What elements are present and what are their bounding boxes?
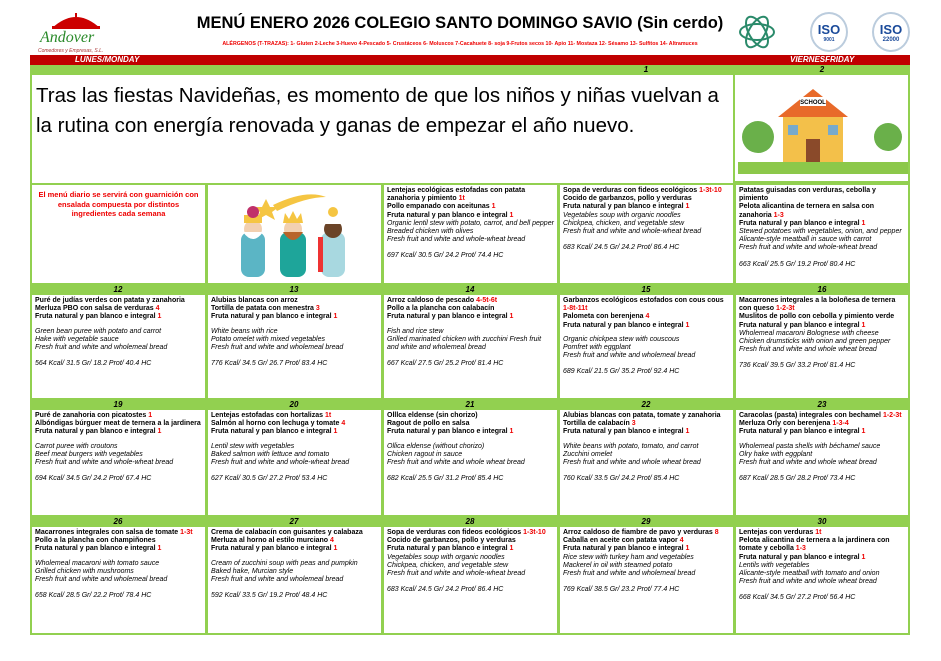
dish-translation: Chicken drumsticks with onion and green pepper xyxy=(739,338,891,346)
dish-translation: Cream of zucchini soup with peas and pumpkin xyxy=(211,559,358,567)
nutrition-info: 683 Kcal/ 24.5 Gr/ 24.2 Prot/ 86.4 HC xyxy=(563,244,680,252)
dish-line xyxy=(387,420,554,428)
iso-number: 9001 xyxy=(823,37,835,43)
dish-name: Albóndigas búrguer meat de ternera a la jardinera xyxy=(35,420,201,428)
dish-line xyxy=(563,322,730,330)
allergen-codes: 1 xyxy=(861,219,866,227)
iso-label: ISO xyxy=(817,22,841,37)
dish-name: Fruta natural y pan blanco e integral xyxy=(563,203,686,211)
dish-translation: White beans with rice xyxy=(211,327,278,335)
dish-line xyxy=(387,412,554,420)
allergen-codes: 1 xyxy=(509,545,514,553)
dish-translation: Rice stew with turkey ham and vegetables xyxy=(563,553,694,561)
dish-line xyxy=(387,428,554,436)
dish-translation: Hake with vegetable sauce xyxy=(35,335,119,343)
allergen-codes: 1 xyxy=(157,545,162,553)
allergen-codes: 1-8t-11t xyxy=(563,305,588,313)
dish-name: Fruta natural y pan blanco e integral xyxy=(563,428,686,436)
dish-translation: Carrot puree with croutons xyxy=(35,442,118,450)
dish-name: Pollo a la plancha con champiñones xyxy=(35,537,156,545)
nutrition-info: 689 Kcal/ 21.5 Gr/ 35.2 Prot/ 92.4 HC xyxy=(563,368,680,376)
allergen-codes: 4 xyxy=(155,305,160,313)
dish-line xyxy=(387,313,554,321)
dish-name: Fruta natural y pan blanco e integral xyxy=(739,428,862,436)
dish-name: Lentejas con verduras xyxy=(739,529,816,536)
allergen-codes: 1 xyxy=(333,313,338,321)
nutrition-info: 668 Kcal/ 34.5 Gr/ 27.2 Prot/ 56.4 HC xyxy=(739,594,856,602)
date-label: 14 xyxy=(465,285,475,294)
dish-translation: Fresh fruit and white and whole wheat bread xyxy=(563,459,701,467)
friday-label: VIERNESFRIDAY xyxy=(790,55,855,64)
dish-translation: Baked salmon with lettuce and tomato xyxy=(211,450,330,458)
dish-line xyxy=(35,529,202,537)
allergen-codes: 1-2-3t xyxy=(882,412,902,419)
dish-line xyxy=(563,313,730,321)
dish-translation: Green bean puree with potato and carrot xyxy=(35,327,162,335)
day-menu-cell xyxy=(734,183,910,285)
dish-name: Pollo empanado con aceitunas xyxy=(387,203,492,211)
dish-translation: Wholemeal macaroni with tomato sauce xyxy=(35,559,160,567)
dish-line xyxy=(563,428,730,436)
dish-translation: Fresh fruit and white and whole-wheat bread xyxy=(739,244,878,252)
allergen-codes: 1t xyxy=(815,529,822,536)
dish-name: Fruta natural y pan blanco e integral xyxy=(387,313,510,321)
dish-name: Crema de calabacín con guisantes y calabaza xyxy=(211,529,363,536)
day-menu-cell xyxy=(30,183,207,285)
dish-translation: Zucchini omelet xyxy=(563,450,613,458)
dish-translation: Breaded chicken with olives xyxy=(387,228,474,236)
dish-translation: Potato omelet with mixed vegetables xyxy=(211,335,326,343)
date-label: 2 xyxy=(819,65,825,74)
allergen-codes: 1 xyxy=(509,313,514,321)
dish-line xyxy=(211,313,378,321)
dish-line xyxy=(739,187,905,203)
garnish-note: El menú diario se servirá con guarnición con ensalada compuesta por distintos ingredientes cada semana xyxy=(38,190,199,218)
nutrition-info: 663 Kcal/ 25.5 Gr/ 19.2 Prot/ 80.4 HC xyxy=(739,260,856,268)
dish-translation: Ollica eldense (without chorizo) xyxy=(387,442,485,450)
date-label: 20 xyxy=(289,400,299,409)
dish-translation: Fresh fruit and white and whole-wheat bread xyxy=(387,570,526,578)
nutrition-info: 682 Kcal/ 25.5 Gr/ 31.2 Prot/ 85.4 HC xyxy=(387,475,504,483)
dish-name: Fruta natural y pan blanco e integral xyxy=(211,545,334,553)
dish-translation: Chickpea, chicken, and vegetable stew xyxy=(563,219,685,227)
dish-line xyxy=(739,529,905,537)
dish-line xyxy=(739,537,905,553)
dish-line xyxy=(35,420,202,428)
day-menu-cell xyxy=(558,527,735,635)
dish-translation: Fresh fruit and white and whole wheat bread xyxy=(739,459,877,467)
dish-line xyxy=(387,529,554,537)
allergen-codes: 1 xyxy=(685,545,690,553)
allergen-codes: 1-3 xyxy=(773,211,784,219)
dish-name: Garbanzos ecológicos estofados con cous cous xyxy=(563,297,724,304)
school-building-icon xyxy=(738,77,908,177)
dish-name: Arroz caldoso de pescado xyxy=(387,297,477,304)
dish-line xyxy=(387,297,554,305)
allergen-codes: 1 xyxy=(157,313,162,321)
day-menu-cell xyxy=(382,295,559,400)
dish-translation: Alicante-style meatball in sauce with carrot xyxy=(739,236,872,244)
dish-name: Fruta natural y pan blanco e integral xyxy=(35,313,158,321)
day-menu-cell xyxy=(30,410,207,517)
iso-label: ISO xyxy=(879,22,903,37)
dish-name: Fruta natural y pan blanco e integral xyxy=(387,428,510,436)
certification-emblem-icon xyxy=(737,12,777,52)
dish-line xyxy=(563,297,730,313)
dish-line xyxy=(739,220,905,228)
nutrition-info: 592 Kcal/ 33.5 Gr/ 19.2 Prot/ 48.4 HC xyxy=(211,592,328,600)
allergen-codes: 1-3t xyxy=(180,529,193,536)
dish-name: Patatas guisadas con verduras, cebolla y pimiento xyxy=(739,187,876,203)
date-label: 19 xyxy=(113,400,123,409)
dish-name: Merluza PBO con salsa de verduras xyxy=(35,305,156,313)
dish-name: Lentejas ecológicas estofadas con patata zanahoria y pimiento xyxy=(387,187,526,203)
nutrition-info: 687 Kcal/ 28.5 Gr/ 28.2 Prot/ 73.4 HC xyxy=(739,475,856,483)
dish-name: Fruta natural y pan blanco e integral xyxy=(35,428,158,436)
dish-name: Fruta natural y pan blanco e integral xyxy=(563,545,686,553)
allergen-codes: 3 xyxy=(315,305,320,313)
dish-name: Olllca eldense (sin chorizo) xyxy=(387,412,478,419)
allergen-codes: 1 xyxy=(861,321,866,329)
dish-translation: Beef meat burgers with vegetables xyxy=(35,450,143,458)
weekday-header-bar xyxy=(30,55,910,65)
date-bar xyxy=(30,285,910,295)
dish-line xyxy=(211,428,378,436)
dish-translation: Organic lentil stew with potato, carrot, and bell pepper xyxy=(387,219,554,227)
dish-translation: Vegetables soup with organic noodles xyxy=(387,553,505,561)
date-bar xyxy=(30,517,910,527)
dish-line xyxy=(563,187,730,195)
dish-name: Fruta natural y pan blanco e integral xyxy=(739,321,862,329)
allergen-codes: 1 xyxy=(685,321,690,329)
allergen-codes: 1t xyxy=(458,195,465,203)
dish-translation: Alicante-style meatball with tomato and onion xyxy=(739,570,880,578)
day-menu-cell xyxy=(558,410,735,517)
allergen-codes: 8 xyxy=(714,529,719,536)
dish-translation: Chicken ragout in sauce xyxy=(387,450,463,458)
dish-line xyxy=(35,305,202,313)
allergen-codes: 1 xyxy=(491,203,496,211)
nutrition-info: 776 Kcal/ 34.5 Gr/ 26.7 Prot/ 83.4 HC xyxy=(211,360,328,368)
dish-line xyxy=(739,412,905,420)
allergen-codes: 4 xyxy=(679,537,684,545)
dish-name: Sopa de verduras con fideos ecológicos xyxy=(387,529,524,536)
dish-line xyxy=(563,195,730,203)
dish-line xyxy=(35,313,202,321)
dish-translation: Fresh fruit and white and wholemeal bread xyxy=(563,570,696,578)
dish-line xyxy=(563,529,730,537)
day-menu-cell xyxy=(30,295,207,400)
dish-translation: Wholemeal pasta shells with béchamel sauce xyxy=(739,442,881,450)
date-bar xyxy=(30,400,910,410)
dish-translation: Fresh fruit and white and whole wheat bread xyxy=(387,459,525,467)
allergen-codes: 1-3-4 xyxy=(832,420,849,428)
dish-name: Puré de judías verdes con patata y zanahoria xyxy=(35,297,185,304)
intro-message: Tras las fiestas Navideñas, es momento de que los niños y niñas vuelvan a la rutina con energía renovada y ganas de empezar el año nuevo. xyxy=(30,75,733,183)
day-menu-cell xyxy=(558,295,735,400)
allergen-codes: 1 xyxy=(148,412,153,419)
nutrition-info: 658 Kcal/ 28.5 Gr/ 22.2 Prot/ 78.4 HC xyxy=(35,592,152,600)
date-label: 13 xyxy=(289,285,299,294)
dish-translation: Organic chickpea stew with couscous xyxy=(563,335,680,343)
day-menu-cell xyxy=(734,295,910,400)
dish-line xyxy=(35,297,202,305)
dish-name: Lentejas estofadas con hortalizas xyxy=(211,412,325,419)
iso-9001-badge xyxy=(810,12,848,52)
date-label: 29 xyxy=(641,517,651,526)
date-label: 21 xyxy=(465,400,475,409)
allergen-codes: 1-3t-10 xyxy=(523,529,546,536)
dish-line xyxy=(739,420,905,428)
dish-translation: Chickpea, chicken, and vegetable stew xyxy=(387,561,509,569)
date-bar xyxy=(30,65,910,75)
dish-translation: Fresh fruit and white and wholemeal bread xyxy=(35,344,168,352)
logo-subtitle: Comedores y Empresas, S.L. xyxy=(38,48,104,54)
day-menu-cell xyxy=(206,410,383,517)
date-label: 16 xyxy=(817,285,827,294)
dish-line xyxy=(563,545,730,553)
dish-line xyxy=(211,420,378,428)
page-title: MENÚ ENERO 2026 COLEGIO SANTO DOMINGO SAVIO (Sin cerdo) xyxy=(196,14,724,32)
dish-name: Tortilla de calabacín xyxy=(563,420,632,428)
company-logo xyxy=(38,10,118,55)
dish-name: Puré de zanahoria con picatostes xyxy=(35,412,149,419)
date-label: 1 xyxy=(643,65,649,74)
school-sign: SCHOOL xyxy=(800,100,826,106)
dish-line xyxy=(739,428,905,436)
dish-line xyxy=(563,420,730,428)
dish-name: Fruta natural y pan blanco e integral xyxy=(739,219,862,227)
nutrition-info: 697 Kcal/ 30.5 Gr/ 24.2 Prot/ 74.4 HC xyxy=(387,252,504,260)
allergen-codes: 1 xyxy=(685,203,690,211)
dish-translation: Fresh fruit and white and wholemeal bread xyxy=(211,576,344,584)
dish-name: Pelota alicantina de ternera en salsa con zanahoria xyxy=(739,203,874,219)
dish-translation: Fresh fruit and white and whole-wheat bread xyxy=(211,459,350,467)
date-label: 22 xyxy=(641,400,651,409)
dish-name: Fruta natural y pan blanco e integral xyxy=(563,321,686,329)
allergen-codes: 1 xyxy=(861,428,866,436)
dish-name: Alubias blancas con patata, tomate y zanahoria xyxy=(563,412,721,419)
dish-name: Cocido de garbanzos, pollo y verduras xyxy=(387,537,516,545)
dish-line xyxy=(211,537,378,545)
dish-translation: Fresh fruit and white and whole-wheat bread xyxy=(387,236,526,244)
dish-translation: White beans with potato, tomato, and carrot xyxy=(563,442,699,450)
dish-translation: Vegetables soup with organic noodles xyxy=(563,211,681,219)
dish-name: Alubias blancas con arroz xyxy=(211,297,298,304)
dish-name: Fruta natural y pan blanco e integral xyxy=(211,313,334,321)
nutrition-info: 760 Kcal/ 33.5 Gr/ 24.2 Prot/ 85.4 HC xyxy=(563,475,680,483)
dish-translation: Fresh fruit and white and wholemeal bread xyxy=(35,576,168,584)
iso-22000-badge xyxy=(872,12,910,52)
dish-translation: Fish and rice stew xyxy=(387,327,444,335)
dish-name: Fruta natural y pan blanco e integral xyxy=(211,428,334,436)
dish-line xyxy=(739,313,905,321)
dish-line xyxy=(387,537,554,545)
dish-name: Ragout de pollo en salsa xyxy=(387,420,470,428)
nutrition-info: 683 Kcal/ 24.5 Gr/ 24.2 Prot/ 86.4 HC xyxy=(387,586,504,594)
dish-line xyxy=(387,545,554,553)
date-label: 15 xyxy=(641,285,651,294)
dish-translation: Grilled chicken with mushrooms xyxy=(35,567,134,575)
allergen-codes: 1t xyxy=(324,412,332,419)
monday-label: LUNES/MONDAY xyxy=(75,55,140,64)
dish-line xyxy=(563,203,730,211)
date-label: 26 xyxy=(113,517,123,526)
dish-name: Pollo a la plancha con calabacín xyxy=(387,305,495,313)
dish-translation: Fresh fruit and white and whole wheat bread xyxy=(739,346,877,354)
dish-name: Pelota alicantina de ternera a la jardinera con tomate y cebolla xyxy=(739,537,890,553)
school-illustration xyxy=(733,75,910,183)
allergen-codes: 1-3 xyxy=(795,545,806,553)
allergen-codes: 1 xyxy=(157,428,162,436)
date-label: 28 xyxy=(465,517,475,526)
dish-name: Cocido de garbanzos, pollo y verduras xyxy=(563,195,692,203)
dish-name: Fruta natural y pan blanco e integral xyxy=(387,545,510,553)
allergen-codes: 1-2-3t xyxy=(775,305,795,313)
dish-line xyxy=(563,537,730,545)
dish-line xyxy=(563,412,730,420)
dish-line xyxy=(739,322,905,330)
dish-name: Muslitos de pollo con cebolla y pimiento verde xyxy=(739,313,895,321)
dish-translation: Olry hake with eggplant xyxy=(739,450,813,458)
nutrition-info: 769 Kcal/ 38.5 Gr/ 23.2 Prot/ 77.4 HC xyxy=(563,586,680,594)
dish-translation: Stewed potatoes with vegetables, onion, and pepper xyxy=(739,228,902,236)
dish-line xyxy=(211,297,378,305)
dish-translation: Baked hake, Murcian style xyxy=(211,567,294,575)
dish-translation: Fresh fruit and white and wholemeal bread xyxy=(211,344,344,352)
dish-name: Caracolas (pasta) integrales con bechamel xyxy=(739,412,883,419)
nutrition-info: 736 Kcal/ 39.5 Gr/ 33.2 Prot/ 81.4 HC xyxy=(739,362,856,370)
dish-line xyxy=(387,212,554,220)
date-label: 12 xyxy=(113,285,123,294)
dish-name: Fruta natural y pan blanco e integral xyxy=(387,211,510,219)
dish-name: Merluza al horno al estilo murciano xyxy=(211,537,331,545)
dish-name: Arroz caldoso de fiambre de pavo y verduras xyxy=(563,529,715,536)
allergen-codes: 1 xyxy=(509,211,514,219)
day-menu-cell xyxy=(382,527,559,635)
nutrition-info: 694 Kcal/ 34.5 Gr/ 24.2 Prot/ 67.4 HC xyxy=(35,475,152,483)
dish-line xyxy=(211,545,378,553)
day-menu-cell xyxy=(558,183,735,285)
dish-line xyxy=(211,529,378,537)
dish-translation: Mackerel in oil with steamed potato xyxy=(563,561,673,569)
dish-name: Macarrones integrales a la boloñesa de ternera con queso xyxy=(739,297,896,313)
dish-translation: Fresh fruit and white and whole-wheat bread xyxy=(35,459,174,467)
three-kings-illustration xyxy=(206,183,383,285)
dish-translation: Lentils with vegetables xyxy=(739,561,810,569)
day-menu-cell xyxy=(30,527,207,635)
dish-name: Caballa en aceite con patata vapor xyxy=(563,537,680,545)
allergen-codes: 4 xyxy=(330,537,334,545)
dish-translation: Wholemeal macaroni Bolognese with cheese xyxy=(739,329,879,337)
nutrition-info: 667 Kcal/ 27.5 Gr/ 25.2 Prot/ 81.4 HC xyxy=(387,360,504,368)
day-menu-cell xyxy=(382,410,559,517)
allergen-codes: 4 xyxy=(645,313,650,321)
dish-line xyxy=(35,545,202,553)
allergen-codes: 1 xyxy=(861,553,866,561)
dish-line xyxy=(387,187,554,203)
day-menu-cell xyxy=(206,295,383,400)
dish-translation: Pomfret with eggplant xyxy=(563,344,631,352)
dish-line xyxy=(739,297,905,313)
dish-line xyxy=(35,428,202,436)
day-menu-cell xyxy=(382,183,559,285)
logo-name: Andover xyxy=(40,29,95,46)
nutrition-info: 564 Kcal/ 31.5 Gr/ 18.2 Prot/ 40.4 HC xyxy=(35,360,152,368)
allergen-codes: 1-3t-10 xyxy=(699,187,722,194)
allergen-codes: 4-5t-6t xyxy=(476,297,498,304)
dish-translation: Grilled marinated chicken with zucchini Fresh fruit and white and wholemeal bread xyxy=(387,335,542,352)
allergen-codes: 1 xyxy=(333,428,338,436)
dish-name: Palometa con berenjena xyxy=(563,313,646,321)
dish-translation: Fresh fruit and white and whole wheat bread xyxy=(739,578,877,586)
date-label: 27 xyxy=(289,517,299,526)
allergen-legend: ALÉRGENOS (T-TRAZAS): 1- Gluten 2-Leche 3-Huevo 4-Pescado 5- Crustáceos 6- Moluscos 7-Cacahuete 8- soja 9-Frutos secos 10- Apio 11- Mostaza 12- Sésamo 13- Sulfitos 14- Altramuces xyxy=(222,41,698,47)
dish-line xyxy=(35,412,202,420)
dish-name: Fruta natural y pan blanco e integral xyxy=(739,553,862,561)
dish-translation: Fresh fruit and white and wholemeal bread xyxy=(563,352,696,360)
dish-line xyxy=(211,412,378,420)
allergen-codes: 1 xyxy=(685,428,690,436)
date-label: 23 xyxy=(817,400,827,409)
dish-name: Fruta natural y pan blanco e integral xyxy=(35,545,158,553)
dish-translation: Lentil stew with vegetables xyxy=(211,442,295,450)
dish-line xyxy=(739,554,905,562)
allergen-codes: 1 xyxy=(509,428,514,436)
dish-name: Macarrones integrales con salsa de tomate xyxy=(35,529,181,536)
allergen-codes: 3 xyxy=(631,420,636,428)
date-label: 30 xyxy=(817,517,827,526)
nutrition-info: 627 Kcal/ 30.5 Gr/ 27.2 Prot/ 53.4 HC xyxy=(211,475,328,483)
allergen-codes: 4 xyxy=(341,420,346,428)
day-menu-cell xyxy=(734,527,910,635)
dish-name: Tortilla de patata con menestra xyxy=(211,305,316,313)
iso-number: 22000 xyxy=(882,37,900,43)
dish-name: Sopa de verduras con fideos ecológicos xyxy=(563,187,700,194)
dish-line xyxy=(739,203,905,219)
dish-line xyxy=(387,305,554,313)
dish-translation: Fresh fruit and white and whole-wheat bread xyxy=(563,228,702,236)
three-kings-icon xyxy=(211,187,381,282)
dish-name: Merluza Orly con berenjena xyxy=(739,420,833,428)
day-menu-cell xyxy=(734,410,910,517)
dish-name: Salmón al horno con lechuga y tomate xyxy=(211,420,342,428)
allergen-codes: 1 xyxy=(333,545,338,553)
dish-line xyxy=(211,305,378,313)
dish-line xyxy=(387,203,554,211)
dish-line xyxy=(35,537,202,545)
day-menu-cell xyxy=(206,527,383,635)
